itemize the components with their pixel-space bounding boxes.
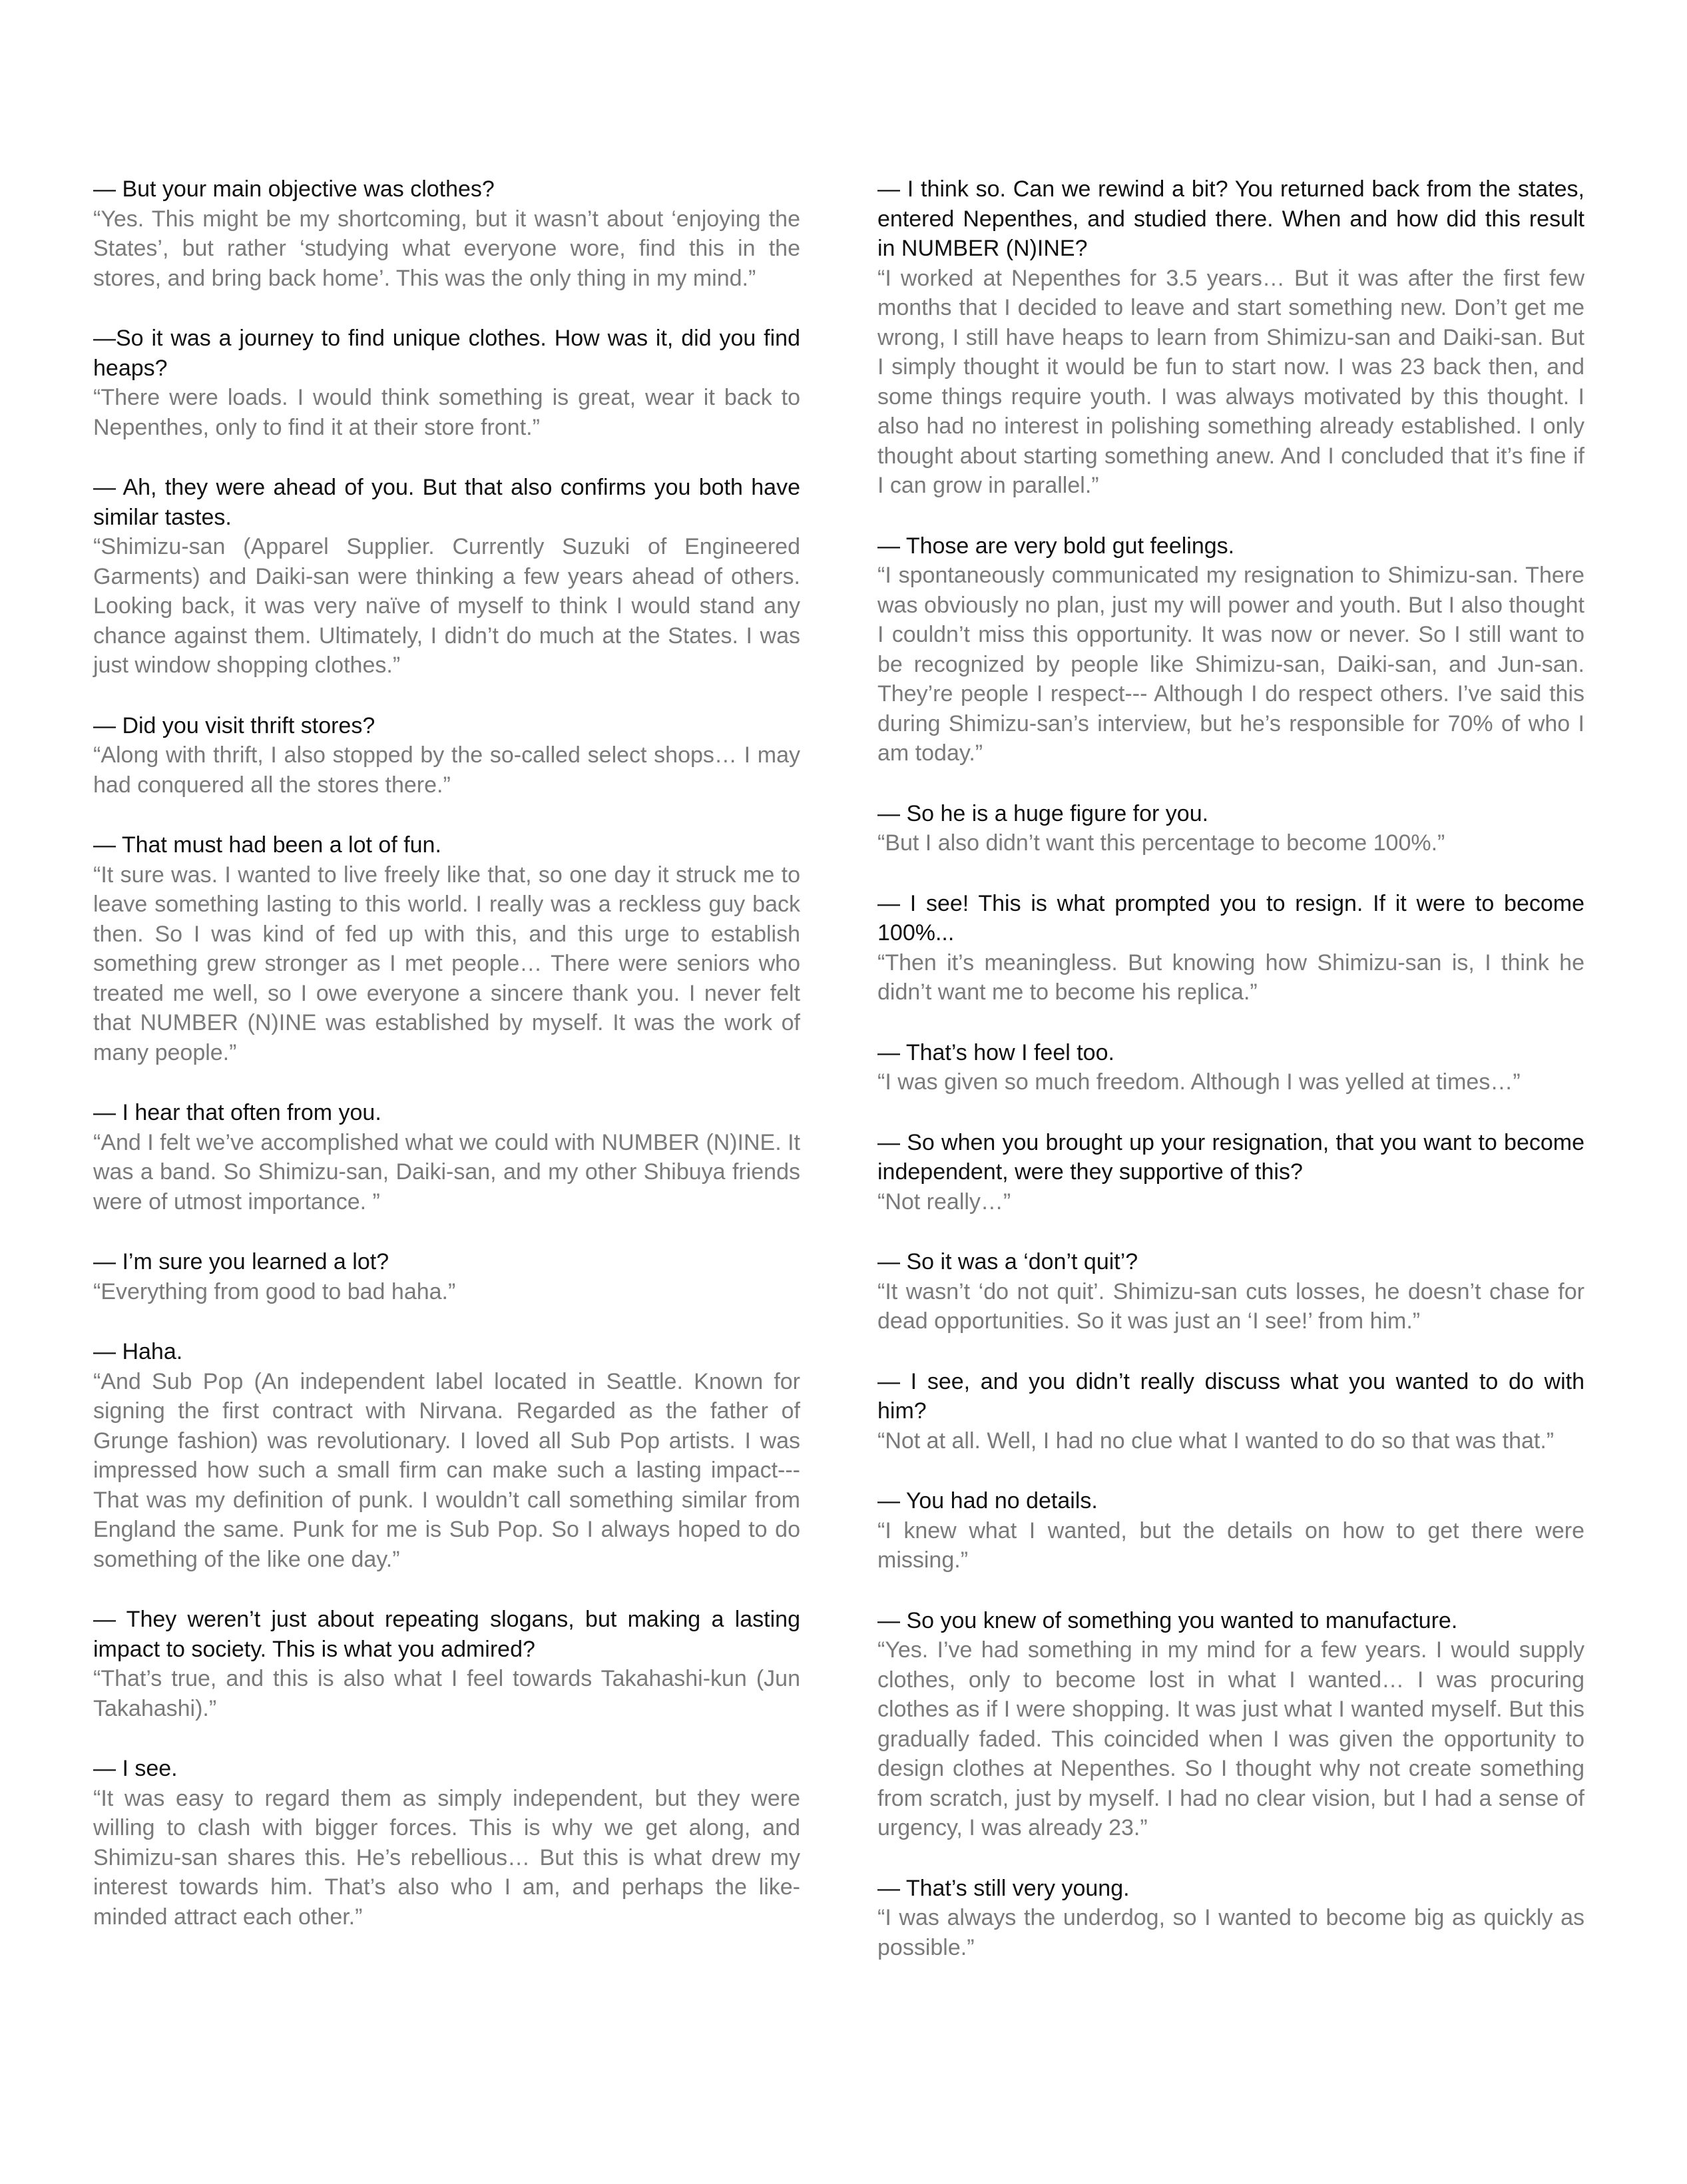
answer-text: “I was always the underdog, so I wanted to become big as quickly as possible.” <box>877 1905 1584 1960</box>
question-text: — I hear that often from you. <box>93 1100 381 1125</box>
qa-block <box>93 1247 800 1306</box>
left-column <box>93 174 800 1962</box>
qa-block <box>93 324 800 442</box>
qa-block <box>93 174 800 293</box>
qa-block <box>877 1128 1584 1217</box>
answer-text: “And I felt we’ve accomplished what we could with NUMBER (N)INE. It was a band. So Shimizu-san, Daiki-san, and my other Shibuya friends were of utmost importance. ” <box>93 1129 800 1215</box>
question-text: — Haha. <box>93 1339 183 1364</box>
answer-text: “I was given so much freedom. Although I was yelled at times…” <box>877 1069 1521 1095</box>
right-column <box>877 174 1584 1993</box>
answer-text: “I worked at Nepenthes for 3.5 years… But it was after the first few months that I decided to leave and start something new. Don’t get me wrong, I still have heaps to learn from Shimizu-san and Daiki-san. But I simply thought it would be fun to start now. I was 23 back then, and some things require youth. I was always motivated by this thought. I also had no interest in polishing something already established. I only thought about starting something anew. And I concluded that it’s fine if I can grow in parallel.” <box>877 265 1584 498</box>
qa-block <box>877 799 1584 858</box>
question-text: — Those are very bold gut feelings. <box>877 533 1235 559</box>
answer-text: “And Sub Pop (An independent label located in Seattle. Known for signing the first contract with Nirvana. Regarded as the father of Grunge fashion) was revolutionary. I loved all Sub Pop artists. I was impressed how such a small firm can make such a lasting impact--- That was my definition of punk. I wouldn’t call something similar from England the same. Punk for me is Sub Pop. So I always hoped to do something of the like one day.” <box>93 1368 800 1572</box>
question-text: — Ah, they were ahead of you. But that also confirms you both have similar tastes. <box>93 475 800 530</box>
answer-text: “It was easy to regard them as simply independent, but they were willing to clash with bigger forces. This is why we get along, and Shimizu-san shares this. He’s rebellious… But this is what drew my interest towards him. That’s also who I am, and perhaps the like-minded attract each other.” <box>93 1785 800 1930</box>
question-text: — I see! This is what prompted you to resign. If it were to become 100%... <box>877 890 1584 946</box>
answer-text: “I knew what I wanted, but the details on how to get there were missing.” <box>877 1517 1584 1573</box>
question-text: — I see, and you didn’t really discuss what you wanted to do with him? <box>877 1368 1584 1424</box>
qa-block <box>93 830 800 1067</box>
answer-text: “Yes. I’ve had something in my mind for a few years. I would supply clothes, only to become lost in what I wanted… I was procuring clothes as if I were shopping. It was just what I wanted myself. But this gradually faded. This coincided when I was given the opportunity to design clothes at Nepenthes. So I thought why not create something from scratch, just by myself. I had no clear vision, but I had a sense of urgency, I was already 23.” <box>877 1637 1584 1840</box>
answer-text: “Yes. This might be my shortcoming, but it wasn’t about ‘enjoying the States’, but rather ‘studying what everyone wore, find this in the stores, and bring back home’. This was the only thing in my mind.” <box>93 206 800 291</box>
question-text: — I think so. Can we rewind a bit? You returned back from the states, entered Nepenthes, and studied there. When and how did this result in NUMBER (N)INE? <box>877 176 1584 261</box>
qa-block <box>877 1367 1584 1456</box>
answer-text: “It wasn’t ‘do not quit’. Shimizu-san cuts losses, he doesn’t chase for dead opportunities. So it was just an ‘I see!’ from him.” <box>877 1278 1584 1334</box>
qa-block <box>93 711 800 800</box>
qa-block <box>93 473 800 681</box>
question-text: — They weren’t just about repeating slogans, but making a lasting impact to society. This is what you admired? <box>93 1607 800 1662</box>
answer-text: “But I also didn’t want this percentage to become 100%.” <box>877 830 1445 856</box>
question-text: — I’m sure you learned a lot? <box>93 1249 389 1274</box>
answer-text: “Along with thrift, I also stopped by the so-called select shops… I may had conquered all the stores there.” <box>93 742 800 798</box>
question-text: — I see. <box>93 1756 178 1781</box>
qa-block <box>877 1606 1584 1843</box>
question-text: — That must had been a lot of fun. <box>93 832 441 858</box>
question-text: — Did you visit thrift stores? <box>93 712 375 738</box>
answer-text: “Not at all. Well, I had no clue what I wanted to do so that was that.” <box>877 1428 1555 1454</box>
qa-block <box>93 1098 800 1217</box>
question-text: — So you knew of something you wanted to manufacture. <box>877 1607 1458 1633</box>
answer-text: “There were loads. I would think something is great, wear it back to Nepenthes, only to find it at their store front.” <box>93 385 800 440</box>
question-text: — That’s how I feel too. <box>877 1039 1114 1065</box>
answer-text: “It sure was. I wanted to live freely like that, so one day it struck me to leave something lasting to this world. I really was a reckless guy back then. So I was kind of fed up with this, and this urge to establish something grew stronger as I met people… There were seniors who treated me well, so I owe everyone a sincere thank you. I never felt that NUMBER (N)INE was established by myself. It was the work of many people.” <box>93 862 800 1065</box>
answer-text: “Then it’s meaningless. But knowing how Shimizu-san is, I think he didn’t want me to become his replica.” <box>877 950 1584 1005</box>
question-text: — So when you brought up your resignation, that you want to become independent, were they supportive of this? <box>877 1129 1584 1185</box>
question-text: — You had no details. <box>877 1488 1098 1513</box>
question-text: — But your main objective was clothes? <box>93 176 495 202</box>
qa-block <box>877 889 1584 1007</box>
qa-block <box>93 1605 800 1723</box>
answer-text: “That’s true, and this is also what I feel towards Takahashi-kun (Jun Takahashi).” <box>93 1666 800 1721</box>
qa-block <box>877 174 1584 501</box>
qa-block <box>93 1337 800 1574</box>
question-text: — That’s still very young. <box>877 1875 1130 1901</box>
qa-block <box>877 1247 1584 1336</box>
answer-text: “I spontaneously communicated my resignation to Shimizu-san. There was obviously no plan, just my will power and youth. But I also thought I couldn’t miss this opportunity. It was now or never. So I still want to be recognized by people like Shimizu-san, Daiki-san, and Jun-san. They’re people I respect--- Although I do respect others. I’ve said this during Shimizu-san’s interview, but he’s responsible for 70% of who I am today.” <box>877 563 1584 766</box>
answer-text: “Everything from good to bad haha.” <box>93 1278 456 1304</box>
answer-text: “Shimizu-san (Apparel Supplier. Currently Suzuki of Engineered Garments) and Daiki-san were thinking a few years ahead of others. Looking back, it was very naïve of myself to think I would stand any chance against them. Ultimately, I didn’t do much at the States. I was just window shopping clothes.” <box>93 534 800 678</box>
qa-block <box>93 1754 800 1932</box>
question-text: — So he is a huge figure for you. <box>877 800 1209 826</box>
qa-block <box>877 1038 1584 1097</box>
qa-block <box>877 1874 1584 1963</box>
question-text: — So it was a ‘don’t quit’? <box>877 1249 1138 1274</box>
qa-block <box>877 531 1584 768</box>
question-text: —So it was a journey to find unique clothes. How was it, did you find heaps? <box>93 326 800 381</box>
answer-text: “Not really…” <box>877 1189 1011 1215</box>
qa-block <box>877 1486 1584 1575</box>
